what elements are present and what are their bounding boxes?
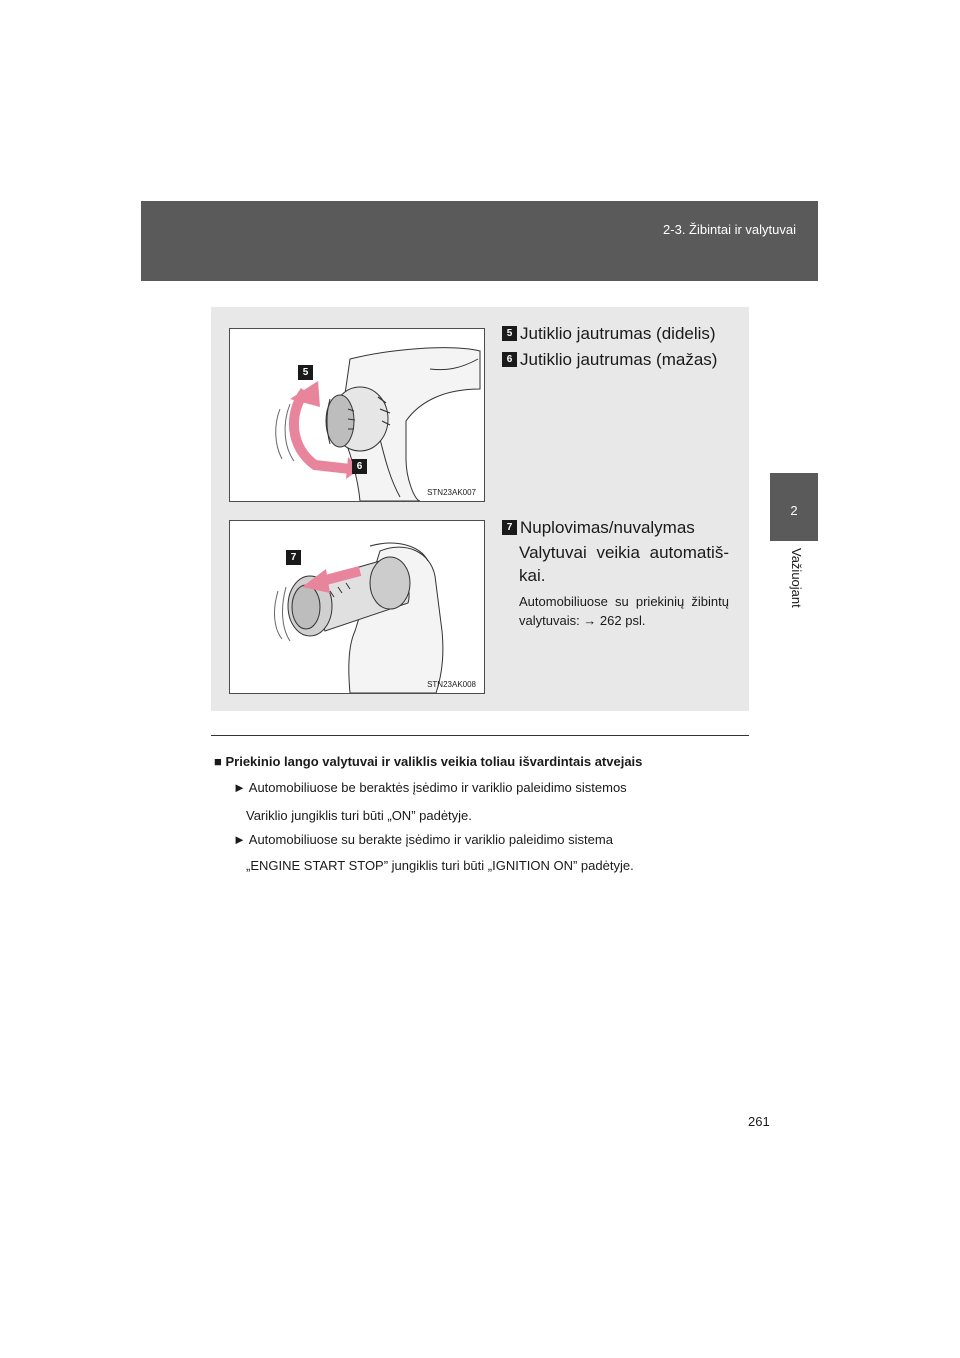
figure-code: STN23AK007 xyxy=(427,488,476,497)
badge-6: 6 xyxy=(502,352,517,367)
section-title-header: 2-3. Žibintai ir valytuvai xyxy=(663,222,796,237)
item-label: Jutiklio jautrumas (didelis) xyxy=(520,324,716,343)
bullet-keyless-yes xyxy=(233,832,613,847)
badge-5-marker: 5 xyxy=(298,365,313,380)
chapter-tab xyxy=(770,473,818,541)
figure-sensitivity xyxy=(229,328,485,502)
bullet-text: Variklio jungiklis turi būti „ON” padėtyje. xyxy=(246,808,472,823)
item-wash-description: Valytuvai veikia automatiš-kai. xyxy=(519,543,729,585)
bullet-keyless-no xyxy=(233,780,627,795)
badge-6-marker: 6 xyxy=(352,459,367,474)
lever-wash-illustration xyxy=(230,521,484,693)
section-divider xyxy=(211,735,749,736)
page-number: 261 xyxy=(748,1114,770,1129)
item-wash-note: Automobiliuose su priekinių žibintų valytuvais: → 262 psl. xyxy=(519,594,729,628)
item-wash xyxy=(502,518,695,538)
figure-wash xyxy=(229,520,485,694)
item-label: Jutiklio jautrumas (mažas) xyxy=(520,350,718,369)
bullet-heading: Automobiliuose be beraktės įsėdimo ir variklio paleidimo sistemos xyxy=(248,780,627,795)
chapter-label: Važiuojant xyxy=(789,548,804,608)
lever-sensitivity-illustration xyxy=(230,329,484,501)
badge-7-marker: 7 xyxy=(286,550,301,565)
square-bullet-icon: ■ xyxy=(214,754,222,769)
page-header xyxy=(141,201,818,281)
item-sensitivity-high xyxy=(502,324,716,344)
section-heading-text: Priekinio lango valytuvai ir valiklis veikia toliau išvardintais atvejais xyxy=(225,754,643,769)
triangle-bullet-icon: ► xyxy=(233,832,246,847)
item-label: Nuplovimas/nuvalymas xyxy=(520,518,695,537)
bullet-heading: Automobiliuose su berakte įsėdimo ir variklio paleidimo sistema xyxy=(248,832,613,847)
badge-7: 7 xyxy=(502,520,517,535)
bullet-text: „ENGINE START STOP” jungiklis turi būti „IGNITION ON” padėtyje. xyxy=(246,858,634,873)
chapter-number: 2 xyxy=(790,503,798,518)
item-sensitivity-low xyxy=(502,350,717,370)
triangle-bullet-icon: ► xyxy=(233,780,246,795)
section-heading xyxy=(214,754,642,769)
badge-5: 5 xyxy=(502,326,517,341)
figure-code: STN23AK008 xyxy=(427,680,476,689)
